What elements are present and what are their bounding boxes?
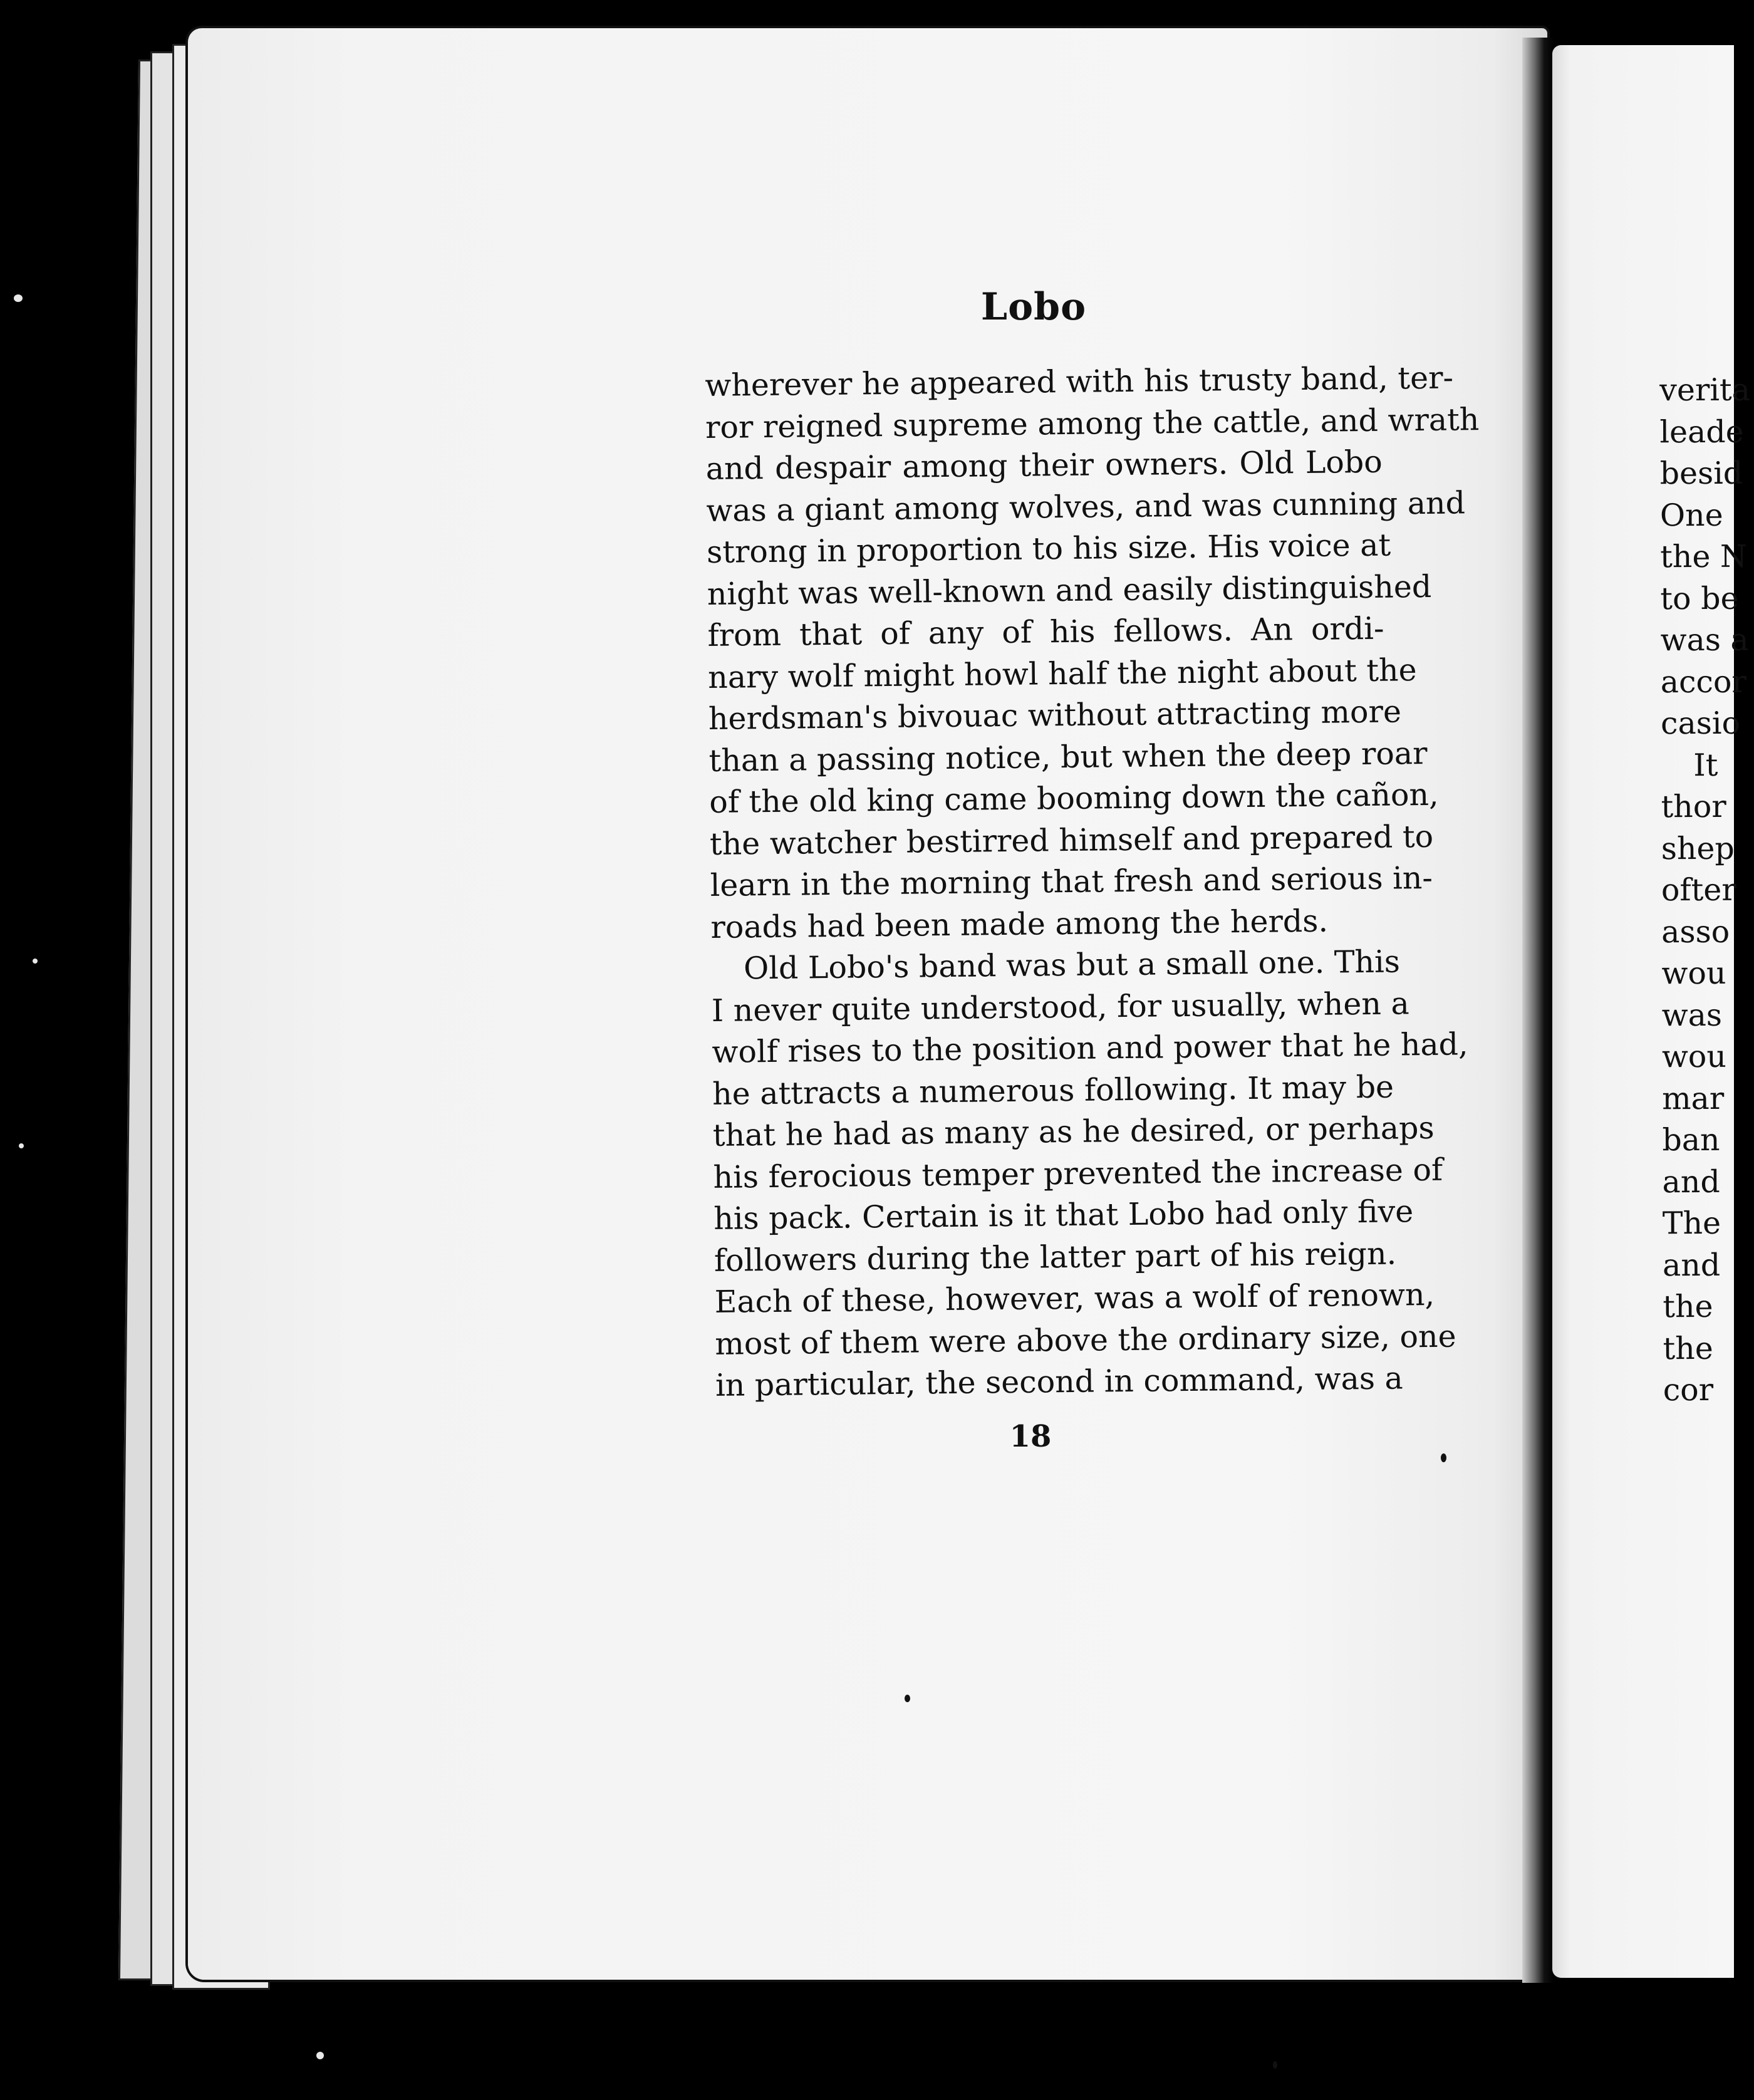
text-line: in particular, the second in command, was a [715, 1360, 1404, 1403]
facing-text-line: and [1662, 1247, 1721, 1283]
facing-text-line: ofter [1661, 871, 1736, 908]
facing-text-line: asso [1661, 913, 1730, 950]
text-line: he attracts a numerous following. It may be [712, 1069, 1394, 1112]
text-line: and despair among their owners. Old Lobo [705, 444, 1383, 487]
book-spine [1522, 38, 1554, 1983]
text-line: followers during the latter part of his reign. [714, 1235, 1397, 1279]
text-line: wolf rises to the position and power that he had, [712, 1026, 1468, 1070]
text-line: of the old king came booming down the cañon, [709, 776, 1439, 820]
text-line: that he had as many as he desired, or perhaps [712, 1110, 1435, 1153]
dust-speck [14, 294, 23, 302]
facing-text-line: shep [1661, 830, 1735, 866]
facing-text-line: besid [1659, 455, 1743, 492]
facing-page-text [1659, 370, 1751, 1411]
ink-speck [1273, 2061, 1277, 2069]
facing-text-line: the N [1660, 538, 1747, 575]
running-head: Lobo [980, 285, 1087, 329]
facing-text-line: The [1662, 1205, 1721, 1242]
text-line: wherever he appeared with his trusty band, ter- [705, 360, 1454, 403]
facing-text-line: the [1663, 1288, 1713, 1325]
dust-speck [19, 1143, 24, 1148]
page-number: 18 [1009, 1419, 1052, 1454]
dust-speck [316, 2052, 324, 2059]
facing-text-line: accor [1660, 663, 1746, 700]
facing-text-line: cor [1663, 1371, 1714, 1408]
text-line: from that of any of his fellows. An ordi- [707, 610, 1384, 653]
text-line: I never quite understood, for usually, when a [711, 985, 1409, 1029]
text-line: strong in proportion to his size. His voice at [706, 527, 1391, 570]
facing-text-line: the [1663, 1330, 1713, 1366]
facing-text-line: was a [1660, 621, 1749, 658]
text-line: ror reigned supreme among the cattle, and wrath [705, 401, 1480, 445]
text-line: the watcher bestirred himself and prepared to [709, 818, 1434, 862]
text-line: his ferocious temper prevented the increase of [713, 1151, 1443, 1195]
text-line: learn in the morning that fresh and serious in- [710, 860, 1433, 903]
facing-text-line: and [1662, 1163, 1720, 1200]
facing-text-line: wou [1661, 1038, 1727, 1075]
dust-speck [33, 959, 38, 964]
facing-text-line: verita [1659, 372, 1750, 408]
text-line: most of them were above the ordinary size, one [715, 1318, 1456, 1362]
text-line: nary wolf might howl half the night about the [707, 652, 1417, 695]
text-line: night was well-known and easily distinguished [707, 568, 1432, 612]
ink-speck [1441, 1453, 1446, 1462]
text-line: Each of these, however, was a wolf of renown, [714, 1276, 1435, 1320]
ink-speck [905, 1695, 910, 1702]
facing-text-line: thor [1661, 788, 1726, 825]
facing-text-line: leade [1659, 413, 1744, 450]
text-line: roads had been made among the herds. [710, 903, 1329, 945]
text-line: his pack. Certain is it that Lobo had only five [713, 1193, 1414, 1237]
facing-text-line: mar [1662, 1080, 1725, 1116]
facing-text-line: to be [1660, 580, 1739, 616]
text-line: Old Lobo's band was but a small one. This [743, 943, 1401, 987]
facing-text-line: wou [1661, 955, 1726, 992]
facing-text-line: ban [1662, 1121, 1720, 1158]
facing-text-line: casio [1660, 705, 1741, 742]
facing-text-line: One [1659, 497, 1723, 533]
text-line: was a giant among wolves, and was cunning and [706, 484, 1466, 529]
text-line: herdsman's bivouac without attracting more [708, 694, 1402, 737]
facing-text-line: It [1693, 747, 1718, 783]
text-line: than a passing notice, but when the deep roar [708, 735, 1428, 779]
facing-text-line: was [1661, 997, 1723, 1033]
body-text [705, 358, 1480, 1407]
